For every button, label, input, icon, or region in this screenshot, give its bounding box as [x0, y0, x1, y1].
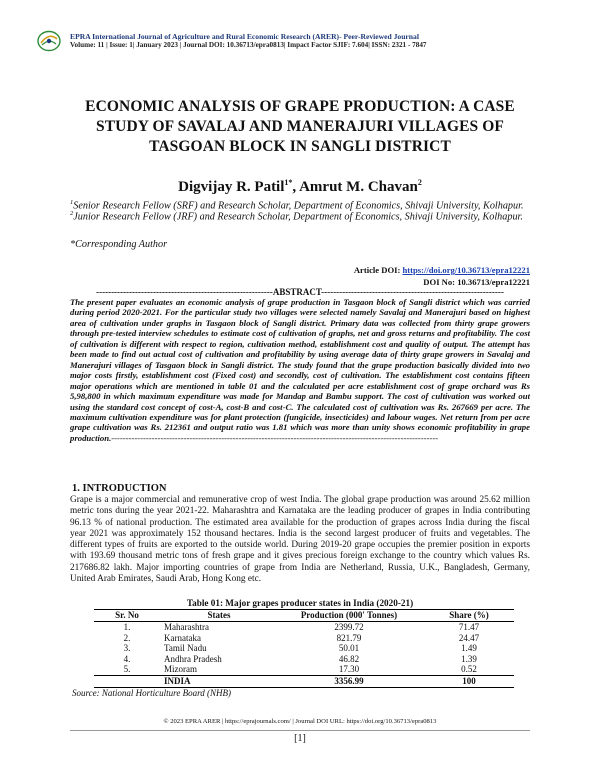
header-states: States — [160, 610, 274, 622]
epra-logo-icon — [36, 30, 62, 52]
cell-total-label: INDIA — [160, 675, 274, 687]
journal-meta: Volume: 11 | Issue: 1| January 2023 | Journal DOI: 10.36713/epra0813| Impact Factor SJIF: 7.604| ISSN: 2321 - 7847 — [70, 41, 427, 49]
journal-name: EPRA International Journal of Agriculture and Rural Economic Research (ARER)- Peer-Reviewed Journal — [70, 32, 419, 41]
article-doi-link[interactable]: https://doi.org/10.36713/epra12221 — [402, 265, 530, 275]
cell-production: 821.79 — [336, 632, 362, 643]
author-2-sup: 2 — [417, 178, 422, 187]
paper-title: ECONOMIC ANALYSIS OF GRAPE PRODUCTION: A CASE STUDY OF SAVALAJ AND MANERAJURI VILLAGES OF TASGOAN BLOCK IN SANGLI DISTRICT — [85, 98, 515, 155]
author-1-sup: 1* — [284, 178, 293, 187]
cell-sr-no: 4. — [123, 653, 131, 664]
article-doi-label: Article DOI: — [353, 265, 403, 275]
cell-production: 17.30 — [338, 664, 360, 675]
cell-share: 24.47 — [458, 632, 480, 643]
table-row — [94, 664, 514, 675]
doi-number: DOI No: 10.36713/epra12221 — [423, 277, 530, 287]
cell-production: 2399.72 — [334, 622, 364, 632]
cell-sr-no: 5. — [123, 664, 131, 675]
author-2: Amrut M. Chavan — [299, 179, 418, 195]
page-number: [1] — [294, 733, 306, 744]
table-source: Source: National Horticulture Board (NHB) — [72, 688, 231, 698]
cell-share: 1.39 — [461, 653, 477, 664]
cell-total-production: 3356.99 — [274, 675, 424, 687]
table-row — [94, 643, 514, 654]
cell-production: 46.82 — [338, 653, 360, 664]
cell-state: Karnataka — [164, 632, 201, 643]
abstract-heading: -----------------------------------------------------------ABSTRACT------------------------------------------------------------- — [96, 287, 504, 297]
cell-share: 0.52 — [461, 664, 477, 675]
author-line — [0, 178, 600, 196]
cell-production: 50.01 — [338, 643, 360, 654]
affiliation-1-sup: 1 — [70, 199, 74, 206]
affiliation-2-text: Junior Research Fellow (JRF) and Research Scholar, Department of Economics, Shivaji University, Kolhapur. — [73, 211, 523, 223]
grape-producers-table — [94, 609, 514, 688]
cell-state: Maharashtra — [164, 622, 209, 632]
table-row — [94, 654, 514, 665]
affiliation-1-text: Senior Research Fellow (SRF) and Research Scholar, Department of Economics, Shivaji University, Kolhapur. — [73, 200, 524, 212]
table-row — [94, 622, 514, 633]
author-separator: , — [292, 179, 300, 195]
footer-divider — [70, 730, 530, 731]
cell-total-blank — [94, 675, 160, 687]
introduction-text: Grape is a major commercial and remunerative crop of west India. The global grape production was around 25.62 million metric tons during the year 2021-22. Maharashtra and Karnataka are the leading producer of grapes in India contributing 96.13 % of national production. The estimated area available for the production of grapes across India during the fiscal year 2021 was approximately 152 thousand hectares. India is the second largest producer of fruits and vegetables. The different types of fruits are exported to the outside world. During 2019-20 grape occupies the premier position in exports with 193.69 thousand metric tons of fresh grape and it gives precious foreign exchange to the country which values Rs. 217686.82 lakh. Major importing countries of grape from India are Netherland, Russia, U.K., Bangladesh, Germany, United Arab Emirates, Saudi Arab, Hong Kong etc. — [70, 495, 530, 585]
author-1: Digvijay R. Patil — [178, 179, 285, 195]
section-heading-introduction: 1. INTRODUCTION — [72, 483, 167, 494]
cell-share: 1.49 — [461, 643, 477, 654]
affiliation-2 — [70, 210, 560, 222]
cell-sr-no: 2. — [123, 632, 131, 643]
header-share: Share (%) — [424, 610, 514, 622]
affiliation-2-sup: 2 — [70, 210, 74, 217]
article-doi — [354, 265, 530, 275]
header-production: Production (000' Tonnes) — [274, 610, 424, 622]
cell-sr-no: 3. — [123, 643, 131, 654]
cell-state: Andhra Pradesh — [164, 653, 222, 664]
cell-state: Mizoram — [164, 664, 197, 675]
table-caption: Table 01: Major grapes producer states in India (2020-21) — [186, 598, 414, 608]
cell-total-share: 100 — [424, 675, 514, 687]
table-header-row — [94, 610, 514, 622]
table-total-row — [94, 675, 514, 687]
cell-share: 71.47 — [458, 622, 480, 632]
table-row — [94, 633, 514, 644]
page-footer: © 2023 EPRA ARER | https://eprajournals.com/ | Journal DOI URL: https://doi.org/10.36713/epra0813 — [163, 718, 437, 725]
cell-state: Tamil Nadu — [164, 643, 207, 654]
cell-sr-no: 1. — [123, 622, 131, 632]
corresponding-author: *Corresponding Author — [70, 239, 168, 250]
header-sr-no: Sr. No — [94, 610, 160, 622]
abstract-text: The present paper evaluates an economic analysis of grape production in Tasgaon block of Sangli district which was carried during period 2020-2021. For the particular study two villages were selected namely Savalaj and Manerajuri based on highest area of cultivation under graphs in Tasgaon block of Sangli district. Primary data was collected from thirty grape growers through pre-tested interview schedules to estimate cost of cultivation of graphs, net and gross returns and profitability. The cost of cultivation is different with respect to region, cultivation method, establishment cost and quality of output. The attempt has been made to find out actual cost of cultivation and profitability by using average data of thirty grape growers in Savalaj and Manerajuri villages of Tasgaon block in Sangli district. The study found that the grape production basically divided into two major costs firstly, establishment cost (Fixed cost) and secondly, cost of cultivation. The establishment cost contains fifteen major operations which are mentioned in table 01 and the calculated per acre establishment cost of grape orchard was Rs 5,98,800 in which maximum expenditure was made for Mandap and Bambu support. The cost of cultivation was worked out using the standard cost concept of cost-A, cost-B and cost-C. The calculated cost of cultivation was Rs. 267669 per acre. The maximum cultivation expenditure was for plant protection (fungicide, insecticides) and labour wages. Net return from per acre grape cultivation was Rs. 212361 and output ratio was 1.81 which was more than unity shows economic profitability in grape production.----------------------------------------------------------------------------------------------------------------- — [70, 297, 530, 443]
